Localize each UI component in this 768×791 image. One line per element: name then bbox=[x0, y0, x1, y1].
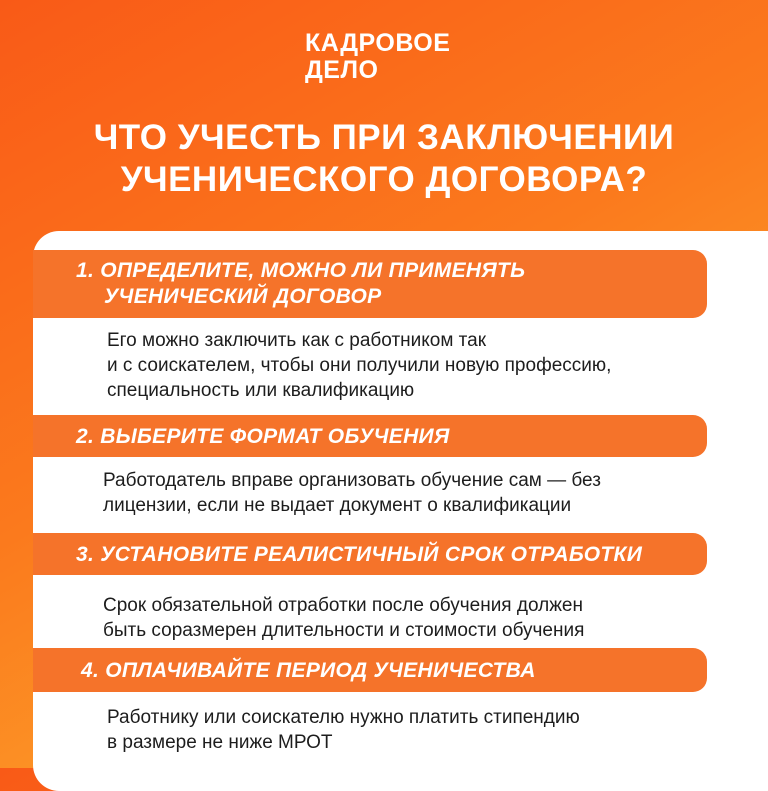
title-line-1: ЧТО УЧЕСТЬ ПРИ ЗАКЛЮЧЕНИИ bbox=[93, 118, 675, 157]
page-title bbox=[0, 117, 768, 201]
logo-line-2: ДЕЛО bbox=[305, 56, 379, 84]
step-1-heading-line-1: 1. ОПРЕДЕЛИТЕ, МОЖНО ЛИ ПРИМЕНЯТЬ bbox=[76, 259, 526, 282]
step-2-description bbox=[103, 468, 601, 518]
title-line-2: УЧЕНИЧЕСКОГО ДОГОВОРА? bbox=[120, 160, 648, 199]
logo-line-1: КАДРОВОЕ bbox=[305, 29, 451, 57]
step-4-body-line-2: в размере не ниже МРОТ bbox=[107, 732, 333, 753]
step-4-heading-line-1: 4. ОПЛАЧИВАЙТЕ ПЕРИОД УЧЕНИЧЕСТВА bbox=[81, 659, 536, 682]
step-1-heading-line-2: УЧЕНИЧЕСКИЙ ДОГОВОР bbox=[104, 285, 382, 308]
step-2-heading bbox=[33, 415, 707, 457]
step-4-description bbox=[107, 705, 580, 755]
step-1-body-line-1: Его можно заключить как с работником так bbox=[107, 330, 487, 351]
step-1-heading bbox=[33, 250, 707, 318]
step-3-description bbox=[103, 593, 584, 643]
step-1-description bbox=[107, 328, 611, 403]
step-3-heading bbox=[33, 533, 707, 575]
step-3-body-line-2: быть соразмерен длительности и стоимости обучения bbox=[103, 620, 585, 641]
step-3-heading-line-1: 3. УСТАНОВИТЕ РЕАЛИСТИЧНЫЙ СРОК ОТРАБОТКИ bbox=[76, 543, 643, 566]
step-4-body-line-1: Работнику или соискателю нужно платить стипендию bbox=[107, 707, 580, 728]
step-4-heading bbox=[33, 648, 707, 692]
step-1-body-line-3: специальность или квалификацию bbox=[107, 380, 415, 401]
step-1-body-line-2: и с соискателем, чтобы они получили новую профессию, bbox=[107, 355, 612, 376]
step-2-body-line-2: лицензии, если не выдает документ о квалификации bbox=[103, 495, 572, 516]
step-3-body-line-1: Срок обязательной отработки после обучения должен bbox=[103, 595, 583, 616]
step-2-heading-line-1: 2. ВЫБЕРИТЕ ФОРМАТ ОБУЧЕНИЯ bbox=[76, 425, 450, 448]
step-2-body-line-1: Работодатель вправе организовать обучение сам — без bbox=[103, 470, 601, 491]
brand-logo bbox=[305, 30, 450, 84]
